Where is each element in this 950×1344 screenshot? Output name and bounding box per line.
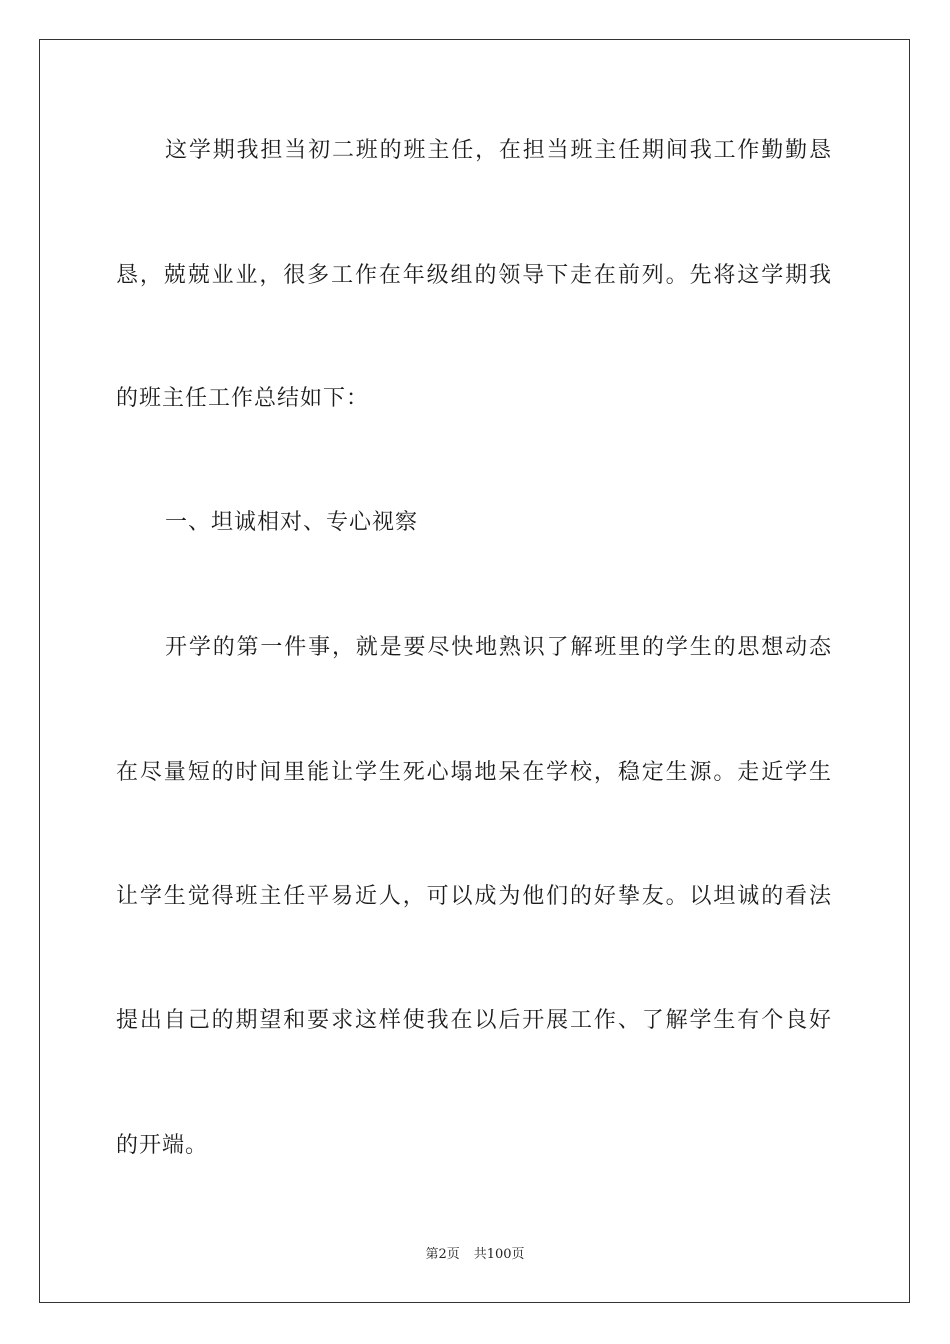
paragraph-1-line-2: 恳，兢兢业业，很多工作在年级组的领导下走在前列。先将这学期我	[116, 263, 832, 288]
section-heading: 一、坦诚相对、专心视察	[165, 510, 419, 535]
paragraph-2-line-2: 在尽量短的时间里能让学生死心塌地呆在学校，稳定生源。走近学生	[116, 760, 832, 785]
page-border	[39, 39, 910, 1303]
page-total: 共100页	[473, 1247, 525, 1262]
paragraph-2-line-1: 开学的第一件事，就是要尽快地熟识了解班里的学生的思想动态	[165, 635, 832, 660]
paragraph-2-line-5: 的开端。	[116, 1133, 209, 1158]
paragraph-1-line-3: 的班主任工作总结如下：	[116, 386, 370, 411]
page-number: 第2页	[425, 1247, 460, 1262]
paragraph-2-line-3: 让学生觉得班主任平易近人，可以成为他们的好挚友。以坦诚的看法	[116, 884, 832, 909]
page-footer	[0, 1246, 950, 1264]
paragraph-2-line-4: 提出自己的期望和要求这样使我在以后开展工作、了解学生有个良好	[116, 1008, 832, 1033]
paragraph-1-line-1: 这学期我担当初二班的班主任，在担当班主任期间我工作勤勤恳	[165, 138, 832, 163]
